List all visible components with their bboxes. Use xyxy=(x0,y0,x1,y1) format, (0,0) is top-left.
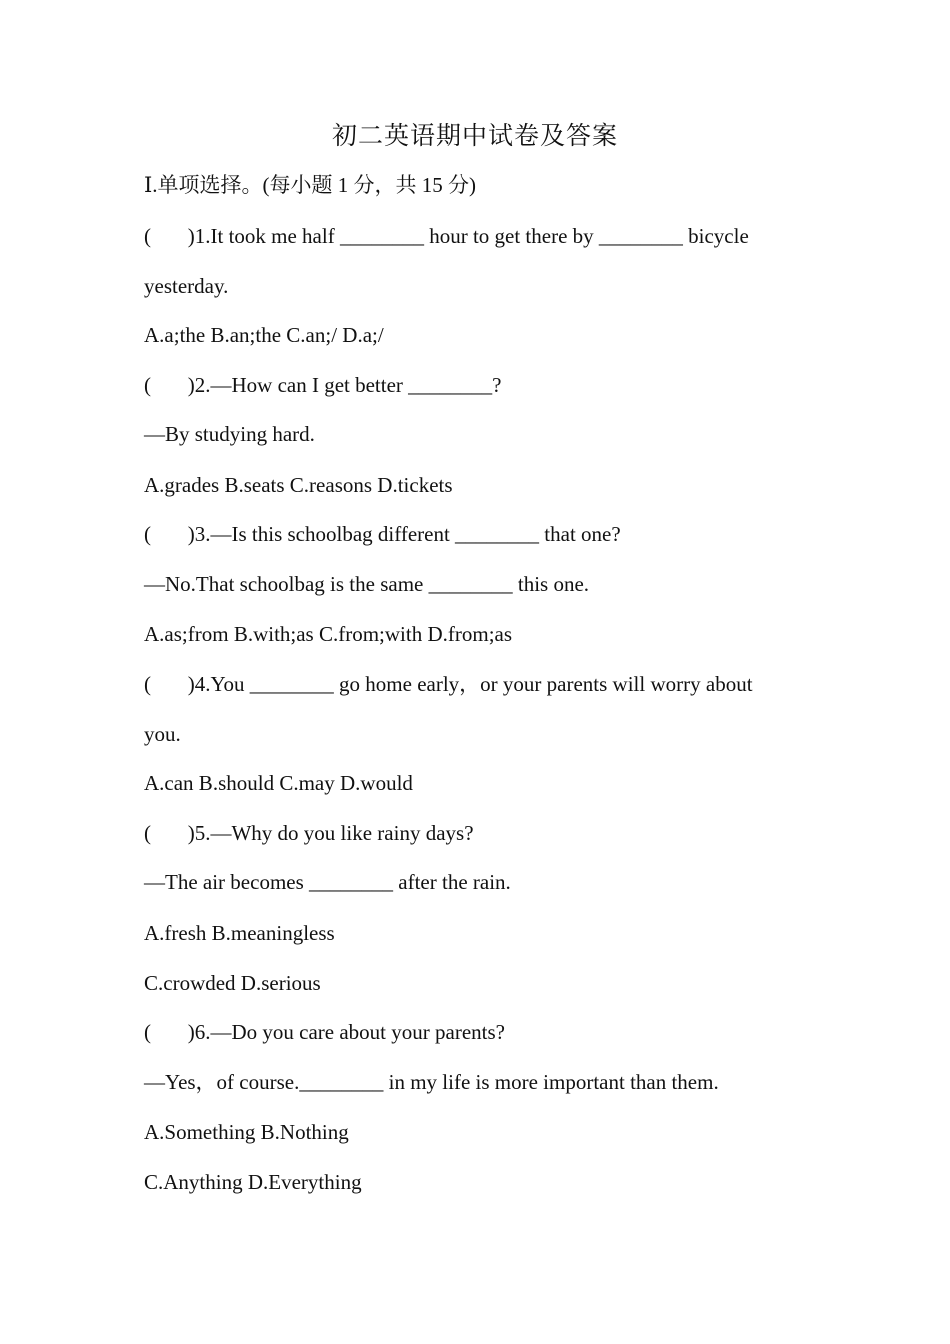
question-6-options-2: C.Anything D.Everything xyxy=(144,1170,362,1194)
question-5-options-2: C.crowded D.serious xyxy=(144,971,321,995)
question-1-stem: ( )1.It took me half ________ hour to get there by ________ bicycle xyxy=(144,224,749,248)
question-5-options-1: A.fresh B.meaningless xyxy=(144,921,335,945)
question-1-stem-cont: yesterday. xyxy=(144,274,229,298)
question-5-answer: —The air becomes ________ after the rain. xyxy=(144,870,511,894)
page-title: 初二英语期中试卷及答案 xyxy=(331,123,618,150)
question-1-options: A.a;the B.an;the C.an;/ D.a;/ xyxy=(144,323,384,347)
question-6-answer: —Yes，of course.________ in my life is more important than them. xyxy=(144,1070,719,1094)
question-3-answer: —No.That schoolbag is the same ________ this one. xyxy=(144,572,590,596)
question-2-options: A.grades B.seats C.reasons D.tickets xyxy=(144,473,453,497)
question-3-stem: ( )3.—Is this schoolbag different ________ that one? xyxy=(144,522,621,546)
question-6-stem: ( )6.—Do you care about your parents? xyxy=(144,1020,505,1044)
question-4-stem-cont: you. xyxy=(144,722,181,746)
question-2-stem: ( )2.—How can I get better ________? xyxy=(144,373,502,397)
question-4-stem: ( )4.You ________ go home early，or your parents will worry about xyxy=(144,672,753,696)
question-3-options: A.as;from B.with;as C.from;with D.from;as xyxy=(144,622,513,646)
question-4-options: A.can B.should C.may D.would xyxy=(144,771,413,795)
question-5-stem: ( )5.—Why do you like rainy days? xyxy=(144,821,474,845)
question-6-options-1: A.Something B.Nothing xyxy=(144,1120,349,1144)
section-heading: Ⅰ.单项选择。(每小题 1 分，共 15 分) xyxy=(144,173,477,197)
question-2-answer: —By studying hard. xyxy=(144,422,315,446)
